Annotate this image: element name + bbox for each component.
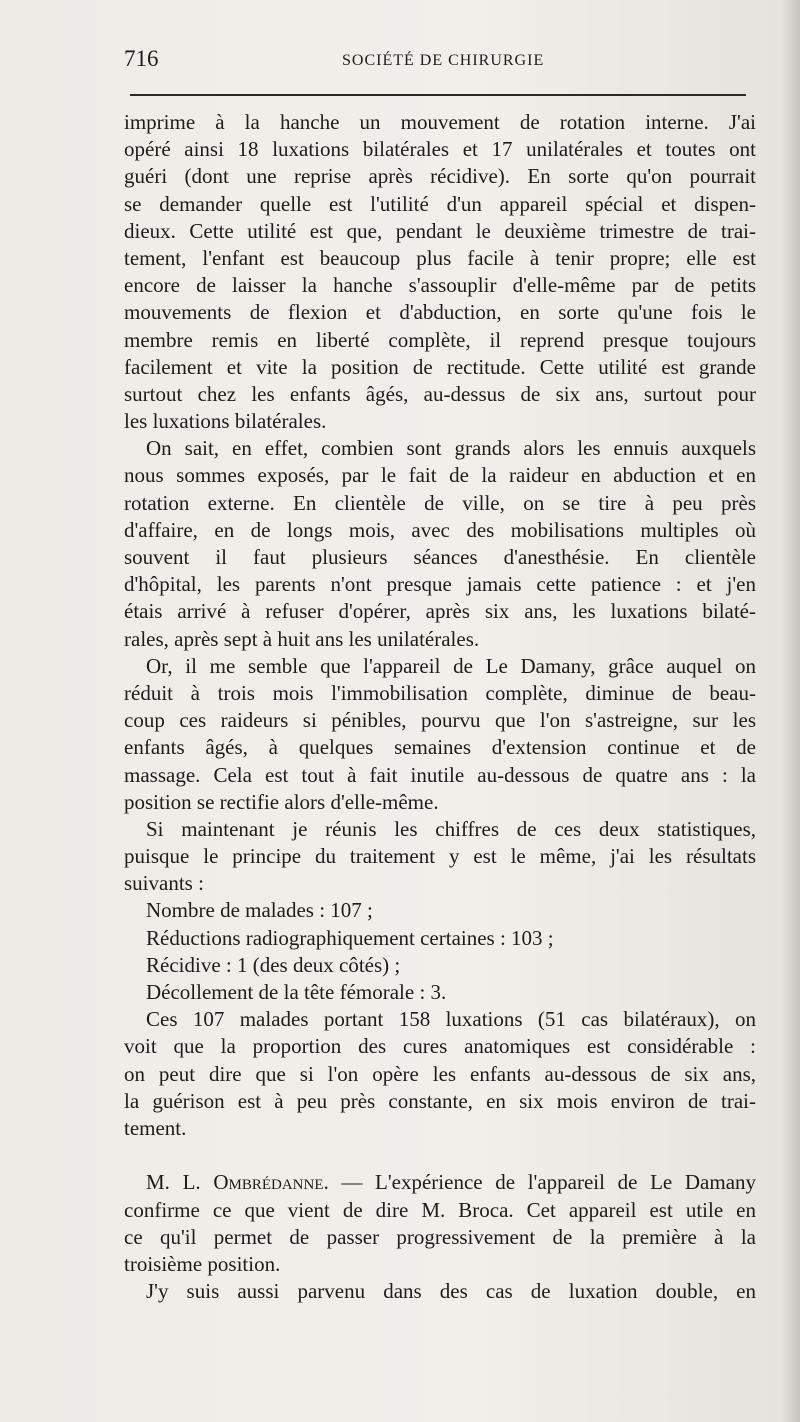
list-item: Nombre de malades : 107 ; — [146, 898, 373, 923]
text-line: J'y suis aussi parvenu dans des cas de luxation double, en — [146, 1279, 756, 1304]
text-line: confirme ce que vient de dire M. Broca. Cet appareil est utile en — [124, 1197, 756, 1222]
text-line: rales, après sept à huit ans les unilatérales. — [124, 626, 480, 651]
text-line: Si maintenant je réunis les chiffres de ces deux statistiques, — [146, 816, 756, 841]
text-line: étais arrivé à refuser d'opérer, après six ans, les luxations bilaté- — [124, 599, 756, 624]
speaker-text: . — L'expérience de l'appareil de Le Damany — [323, 1170, 756, 1195]
text-line: la guérison est à peu près constante, en six mois environ de trai- — [124, 1088, 756, 1113]
header-rule — [130, 94, 746, 96]
text-line: les luxations bilatérales. — [124, 409, 327, 434]
text-line: encore de laisser la hanche s'assouplir d'elle-même par de petits — [124, 273, 756, 298]
text-line: surtout chez les enfants âgés, au-dessus de six ans, surtout pour — [124, 381, 756, 406]
text-line: on peut dire que si l'on opère les enfants au-dessous de six ans, — [124, 1061, 756, 1086]
text-line: nous sommes exposés, par le fait de la raideur en abduction et en — [124, 463, 756, 488]
page-number: 716 — [124, 46, 159, 71]
text-line: se demander quelle est l'utilité d'un appareil spécial et dispen- — [124, 191, 756, 216]
text-line: On sait, en effet, combien sont grands alors les ennuis auxquels — [146, 436, 756, 461]
text-line: puisque le principe du traitement y est le même, j'ai les résultats — [124, 844, 756, 869]
text-line: rotation externe. En clientèle de ville, on se tire à peu près — [124, 490, 756, 515]
text-line: suivants : — [124, 871, 204, 896]
speaker-prefix: M. L. — [146, 1170, 214, 1195]
text-line: Or, il me semble que l'appareil de Le Damany, grâce auquel on — [146, 653, 756, 678]
text-line: membre remis en liberté complète, il reprend presque toujours — [124, 327, 756, 352]
text-line: dieux. Cette utilité est que, pendant le deuxième trimestre de trai- — [124, 218, 756, 243]
text-line: massage. Cela est tout à fait inutile au-dessous de quatre ans : la — [124, 762, 756, 787]
text-line: réduit à trois mois l'immobilisation complète, diminue de beau- — [124, 680, 756, 705]
paragraph-gap — [124, 1142, 756, 1169]
text-line: souvent il faut plusieurs séances d'anesthésie. En clientèle — [124, 545, 756, 569]
text-line: opéré ainsi 18 luxations bilatérales et 17 unilatérales et toutes ont — [124, 137, 756, 162]
list-item: Réductions radiographiquement certaines : 103 ; — [146, 925, 554, 950]
running-title: SOCIÉTÉ DE CHIRURGIE — [342, 52, 545, 69]
text-line: imprime à la hanche un mouvement de rotation interne. J'ai — [124, 110, 756, 134]
page-edge-shadow — [782, 0, 800, 1422]
text-line: mouvements de flexion et d'abduction, en sorte qu'une fois le — [124, 300, 756, 325]
text-line: guéri (dont une reprise après récidive). En sorte qu'on pourrait — [124, 164, 756, 189]
page-header — [124, 40, 756, 80]
text-line: ce qu'il permet de passer progressivement de la première à la — [124, 1224, 756, 1249]
text-line: d'affaire, en de longs mois, avec des mobilisations multiples où — [124, 517, 756, 542]
text-line: troisième position. — [124, 1251, 281, 1276]
list-item: Récidive : 1 (des deux côtés) ; — [146, 952, 401, 977]
body-text — [124, 109, 756, 1305]
text-line: coup ces raideurs si pénibles, pourvu que l'on s'astreigne, sur les — [124, 708, 756, 733]
text-line: enfants âgés, à quelques semaines d'extension continue et de — [124, 735, 756, 760]
list-item: Décollement de la tête fémorale : 3. — [146, 980, 447, 1004]
text-line: tement, l'enfant est beaucoup plus facile à tenir propre; elle est — [124, 245, 756, 270]
text-line: d'hôpital, les parents n'ont presque jamais cette patience : et j'en — [124, 572, 756, 597]
text-line: tement. — [124, 1115, 187, 1140]
speaker-line — [124, 1169, 756, 1196]
text-line: position se rectifie alors d'elle-même. — [124, 789, 439, 814]
text-line: facilement et vite la position de rectitude. Cette utilité est grande — [124, 354, 756, 379]
text-line: voit que la proportion des cures anatomiques est considérable : — [124, 1034, 756, 1059]
speaker-name: Ombrédanne — [213, 1170, 324, 1195]
text-line: Ces 107 malades portant 158 luxations (51 cas bilatéraux), on — [146, 1007, 756, 1032]
